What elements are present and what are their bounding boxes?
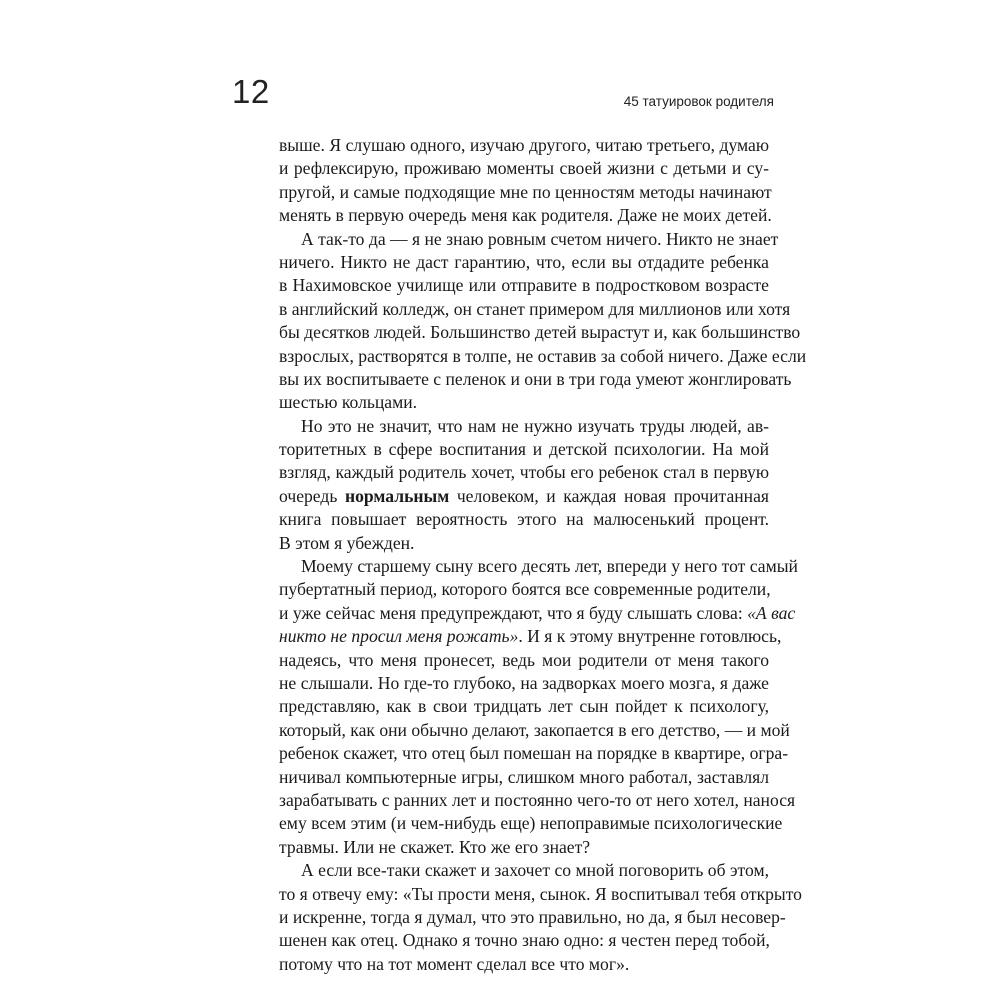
text-fragment: и уже сейчас меня предупреждают, что я буду слышать слова: [279,602,743,623]
text-line: в английский колледж, он станет примером для миллионов или хотя [279,298,791,319]
page-number: 12 [232,73,270,110]
text-line: представляю, как в свои тридцать лет сын пойдет к психологу, [279,696,769,717]
text-line: В этом я убежден. [279,532,415,553]
text-line: зарабатывать с ранних лет и постоянно чего-то от него хотел, нанося [279,789,796,810]
text-line: шенен как отец. Однако я точно знаю одно: я честен перед тобой, [279,930,770,951]
text-line: и рефлексирую, проживаю моменты своей жизни с детьми и су- [279,158,769,179]
text-line-with-italic [279,602,796,625]
text-line: менять в первую очередь меня как родителя. Даже не моих детей. [279,205,772,226]
text-line: взгляд, каждый родитель хочет, чтобы его ребенок стал в первую [279,462,769,483]
text-line: А так-то да — я не знаю ровным счетом ничего. Никто не знает [301,228,779,249]
italic-quote: «А вас [747,602,796,623]
bold-term: нормальным [344,485,450,506]
text-line: вы их воспитываете с пеленок и они в три года умеют жонглировать [279,368,792,389]
text-line: травмы. Или не скажет. Кто же его знает? [279,836,591,857]
text-line: в Нахимовское училище или отправите в подростковом возрасте [279,275,769,296]
text-line: пругой, и самые подходящие мне по ценностям методы начинают [279,181,772,202]
text-line: ничего. Никто не даст гарантию, что, если вы отдадите ребенка [279,251,769,272]
text-line: не слышали. Но где-то глубоко, на задворках моего мозга, я даже [279,672,769,693]
paragraph-3 [279,415,769,555]
text-line: надеясь, что меня пронесет, ведь мои родители от меня такого [279,649,769,670]
text-line: шестью кольцами. [279,392,418,413]
text-line: Моему старшему сыну всего десять лет, впереди у него тот самый [301,556,798,577]
text-line: который, как они обычно делают, закопается в его детство, — и мой [279,719,790,740]
text-line: потому что на тот момент сделал все что мог». [279,953,630,974]
text-line: ребенок скажет, что отец был помешан на порядке в квартире, огра- [279,743,789,764]
text-line: и искренне, тогда я думал, что это правильно, но да, я был несовер- [279,906,786,927]
paragraph-5 [279,859,802,976]
paragraph-4 [279,555,798,859]
body-text [279,134,807,976]
text-line: А если все-таки скажет и захочет со мной поговорить об этом, [301,860,769,881]
text-line: торитетных в сфере воспитания и детской психологии. На мой [279,439,769,460]
text-line-with-italic [279,625,782,648]
italic-quote: никто не просил меня рожать» [279,626,519,647]
text-line: взрослых, растворятся в толпе, не оставив за собой ничего. Даже если [279,345,807,366]
text-line: ничивал компьютерные игры, слишком много работал, заставлял [279,766,769,787]
text-line-with-bold [279,485,769,508]
text-fragment: очередь [279,485,338,506]
text-line: бы десятков людей. Большинство детей вырастут и, как большинство [279,322,801,343]
paragraph-2 [279,228,807,415]
text-line: то я отвечу ему: «Ты прости меня, сынок. Я воспитывал тебя открыто [279,883,802,904]
text-line: выше. Я слушаю одного, изучаю другого, читаю третьего, думаю [279,135,769,155]
text-line: Но это не значит, что нам не нужно изучать труды людей, ав- [301,415,769,436]
paragraph-1 [279,134,772,228]
text-line: книга повышает вероятность этого на малюсенький процент. [279,509,769,530]
text-fragment: . И я к этому внутренне готовлюсь, [518,626,782,647]
text-line: пубертатный период, которого боятся все современные родители, [279,579,771,600]
text-fragment: человеком, и каждая новая прочитанная [456,485,769,506]
running-title: 45 татуировок родителя [623,94,774,109]
text-line: ему всем этим (и чем-нибудь еще) непоправимые психологические [279,813,783,834]
